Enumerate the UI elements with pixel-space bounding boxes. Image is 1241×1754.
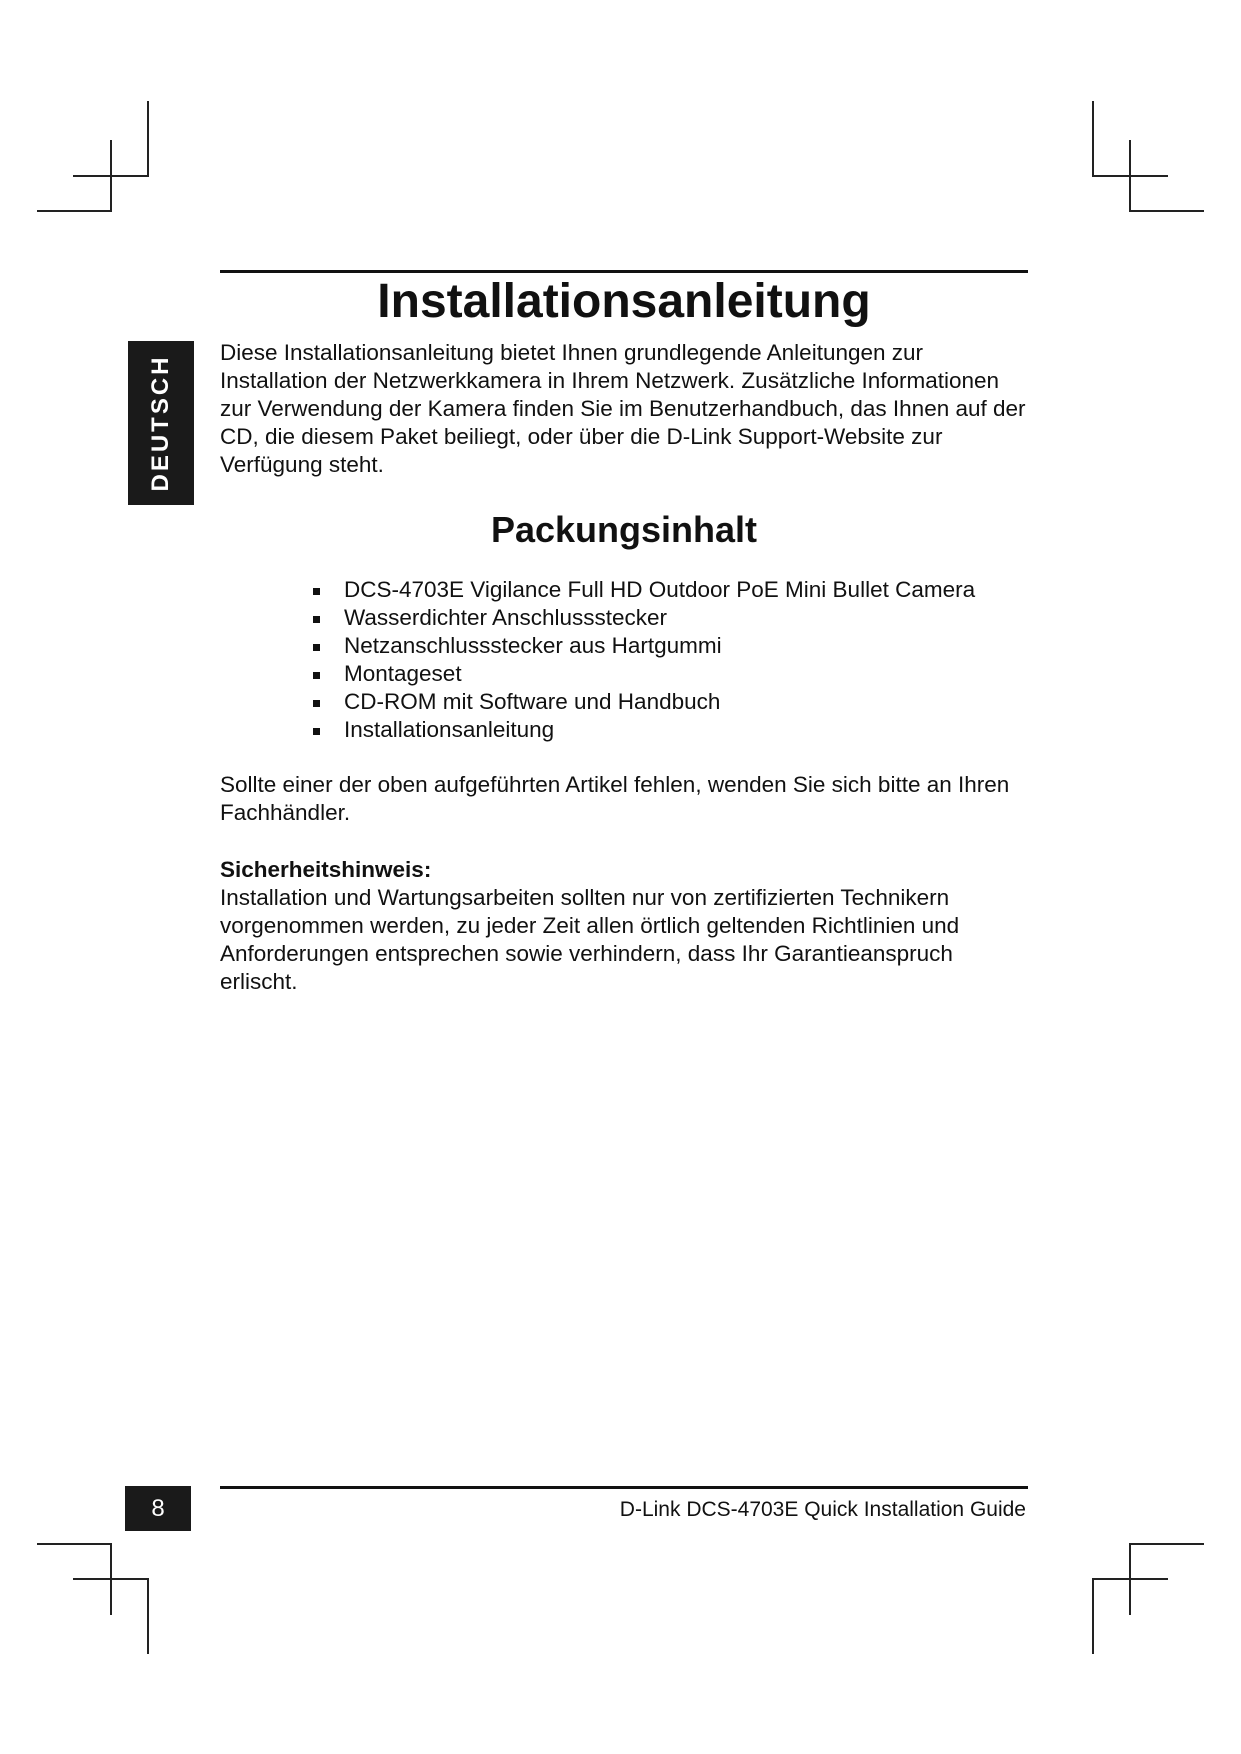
list-item: Wasserdichter Anschlussstecker [300,604,1060,632]
footer-rule [220,1486,1028,1489]
crop-mark [1092,1578,1094,1654]
list-item: Netzanschlussstecker aus Hartgummi [300,632,1060,660]
crop-mark [37,1543,112,1545]
crop-mark [1092,101,1094,177]
crop-mark [147,101,149,177]
crop-mark [147,1578,149,1654]
list-item: Montageset [300,660,1060,688]
list-item: DCS-4703E Vigilance Full HD Outdoor PoE Mini Bullet Camera [300,576,1060,604]
intro-paragraph: Diese Installationsanleitung bietet Ihnen grundlegende Anleitungen zur Installation der Netzwerkkamera in Ihrem Netzwerk. Zusätzliche Informationen zur Verwendung der Kamera finden Sie im Benutzerhandbuch, das Ihnen auf der CD, die diesem Paket beiliegt, oder über die D-Link Support-Website zur Verfügung steht. [220,340,1026,477]
crop-mark [110,140,112,212]
safety-text: Installation und Wartungsarbeiten sollten nur von zertifizierten Technikern vorgenommen werden, zu jeder Zeit allen örtlich geltenden Richtlinien und Anforderungen entsprechen sowie verhindern, dass Ihr Garantieanspruch erlischt. [220,885,960,994]
crop-mark [1129,210,1204,212]
list-item: CD-ROM mit Software und Handbuch [300,688,1060,716]
crop-mark [37,210,112,212]
crop-mark [1129,1543,1204,1545]
page-number: 8 [125,1486,191,1531]
language-tab [128,341,194,505]
crop-mark [1092,1578,1168,1580]
language-tab-label: DEUTSCH [147,354,174,492]
package-contents-heading: Packungsinhalt [490,509,758,550]
page-title: Installationsanleitung [377,275,871,328]
list-item: Installationsanleitung [300,716,1060,744]
missing-items-note: Sollte einer der oben aufgeführten Artikel fehlen, wenden Sie sich bitte an Ihren Fachhändler. [220,772,1010,825]
safety-heading: Sicherheitshinweis: [220,857,432,882]
footer-guide-title: D-Link DCS-4703E Quick Installation Guide [619,1498,1026,1521]
package-contents-list [300,576,1060,744]
crop-mark [1129,140,1131,212]
crop-mark [73,1578,149,1580]
